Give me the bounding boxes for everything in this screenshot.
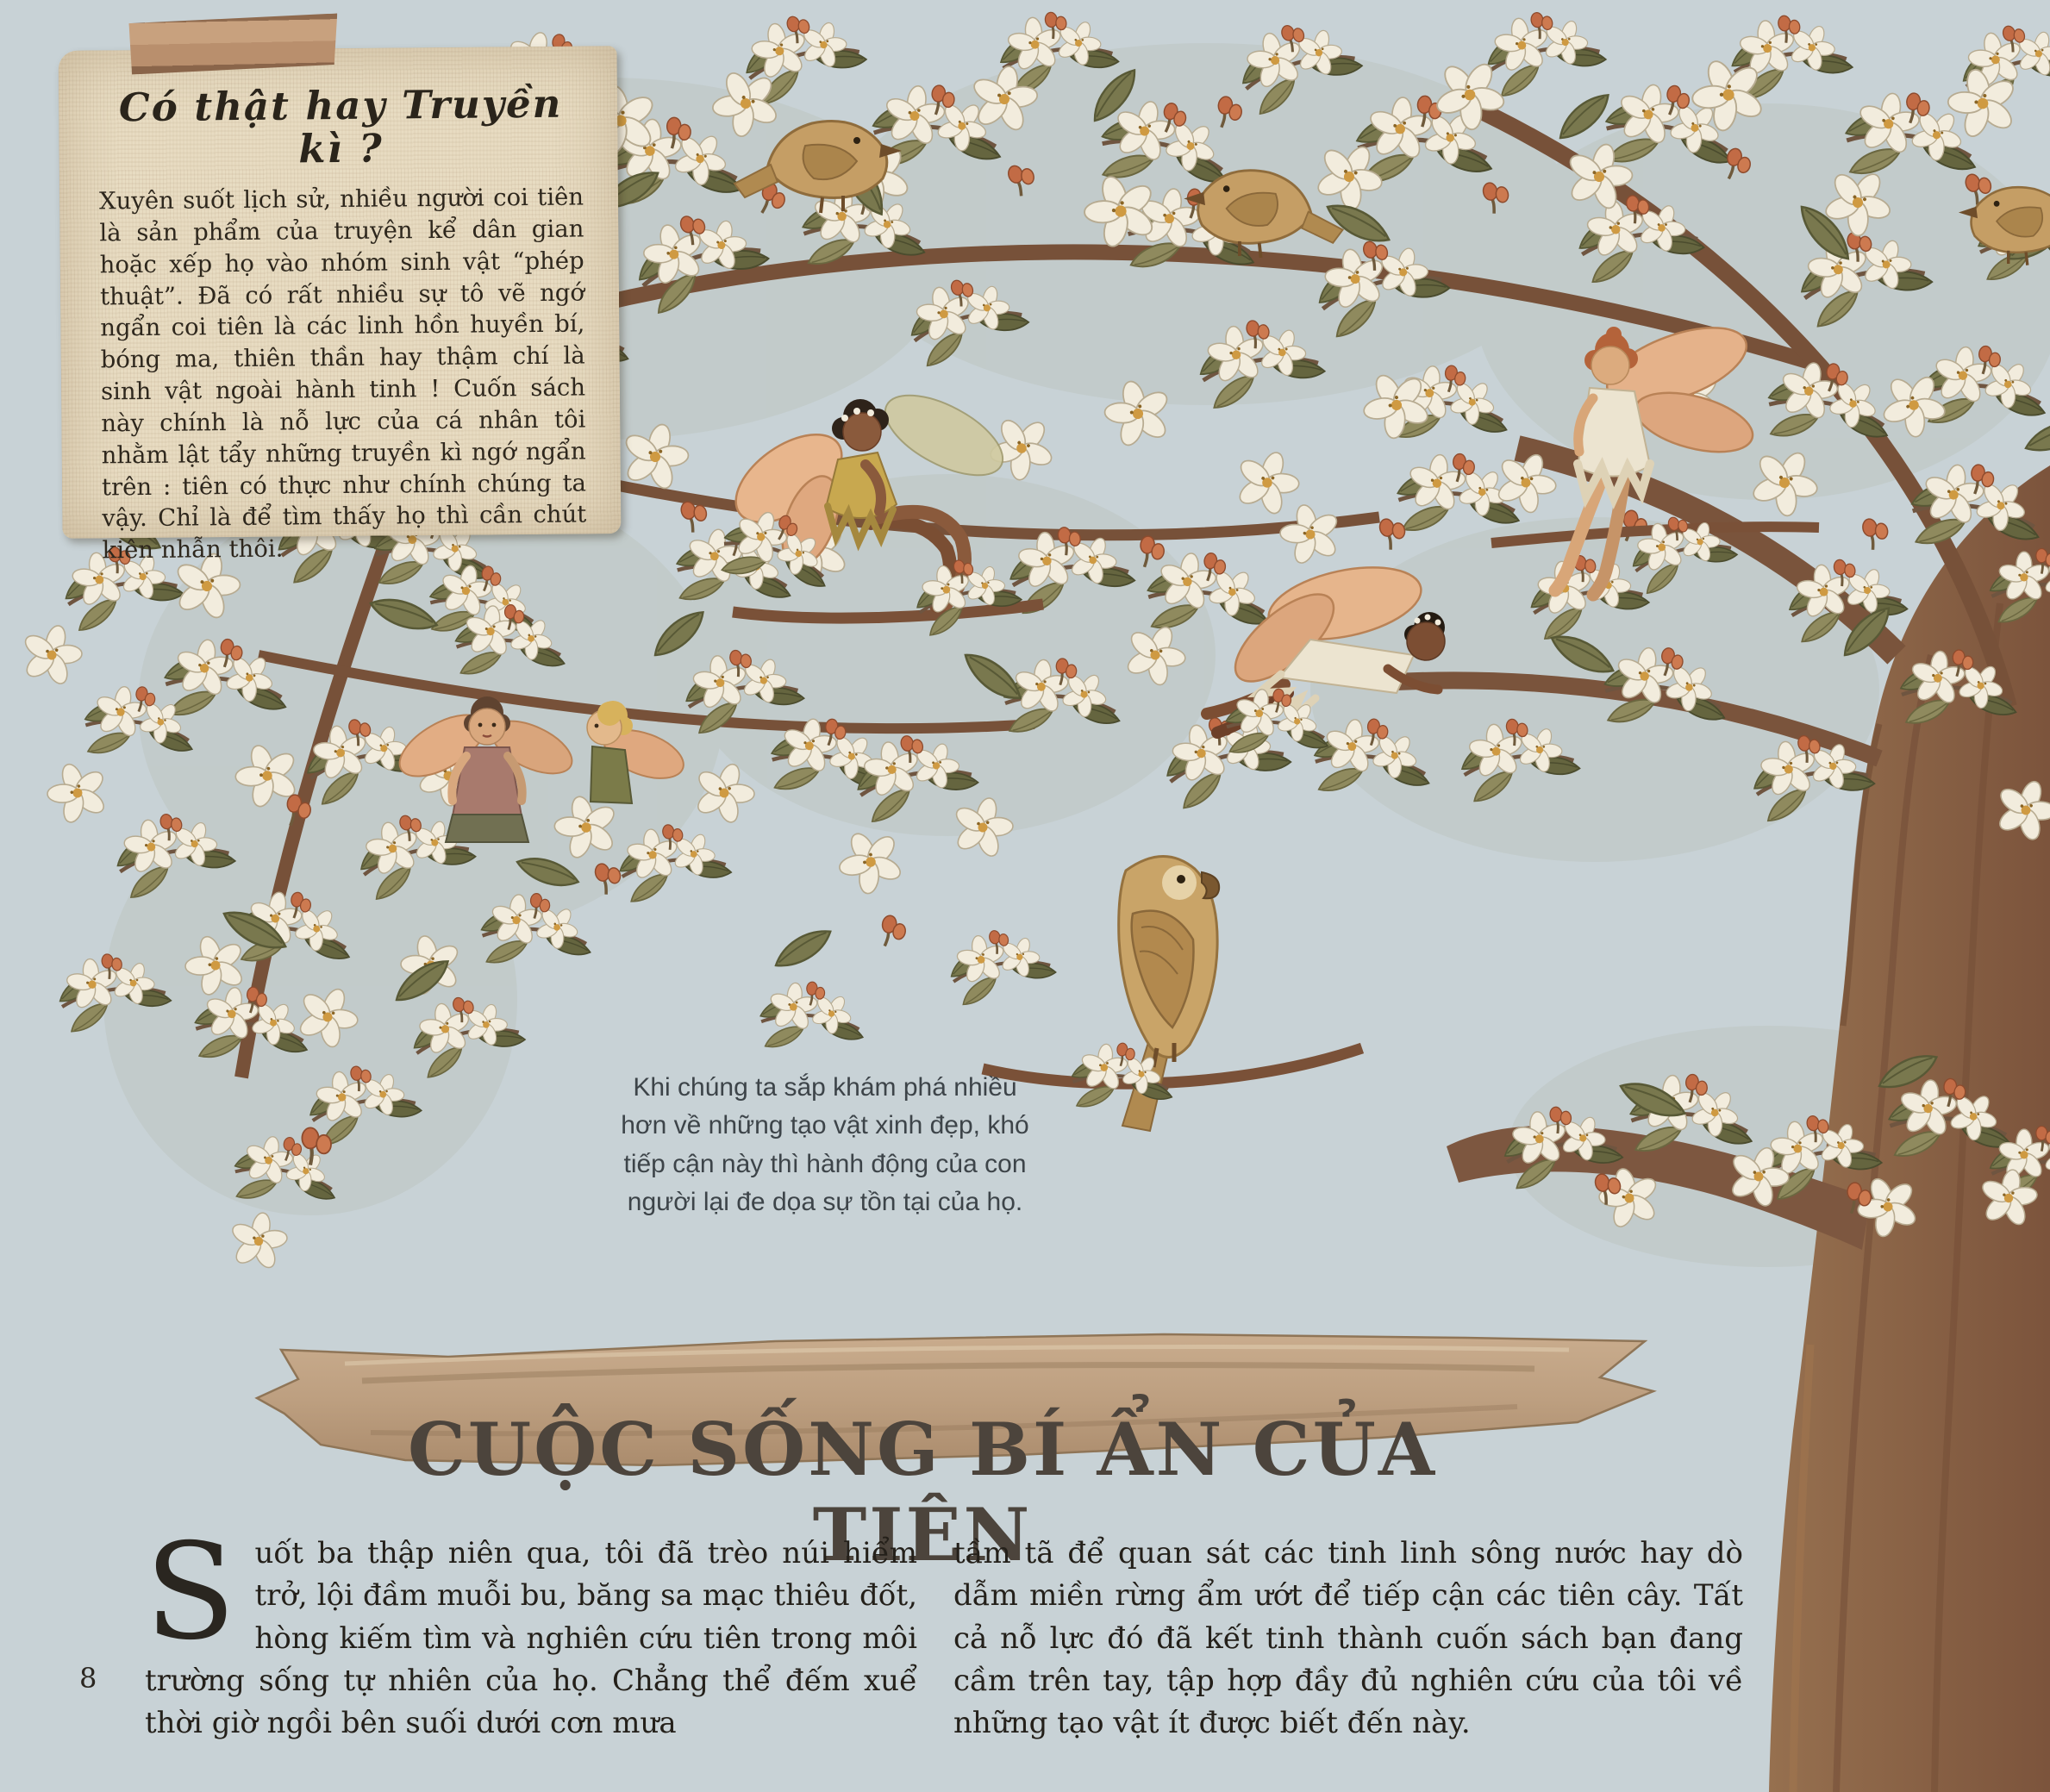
tape-strip — [128, 13, 338, 74]
note-body: Xuyên suốt lịch sử, nhiều người coi tiên là sản phẩm của truyện kể dân gian hoặc xếp họ vào nhóm sinh vật “phép thuật”. Đã có rất nhiều sự tô vẽ ngớ ngẩn coi tiên là các linh hồn huyền bí, bóng ma, thiên thần hay thậm chí là sinh vật ngoài hành tinh ! Cuốn sách này chính là nỗ lực của cá nhân tôi nhằm lật tẩy những truyền kì ngớ ngẩn trên : tiên có thực như chính chúng ta vậy. Chỉ là để tìm thấy họ thì cần chút kiên nhẫn thôi. — [98, 183, 587, 565]
field-note-card — [59, 46, 622, 565]
note-title: Có thật hay Truyền kì ? — [118, 80, 563, 172]
parrot-illustration — [983, 856, 1362, 1131]
body-column-right: tầm tã để quan sát các tinh linh sông nước hay dò dẫm miền rừng ẩm ướt để tiếp cận các tiên cây. Tất cả nỗ lực đó đã kết tinh thành cuốn sách bạn đang cầm trên tay, tập hợp đầy đủ nghiên cứu của tôi về những tạo vật ít được biết đến này. — [953, 1536, 1743, 1741]
illustration-caption: Khi chúng ta sắp khám phá nhiều hơn về những tạo vật xinh đẹp, khó tiếp cận này thì hành động của con người lại đe dọa sự tồn tại của họ. — [621, 1073, 1029, 1217]
section-title: CUỘC SỐNG BÍ ẨN CỦA TIÊN — [408, 1407, 1437, 1578]
page-number: 8 — [79, 1662, 97, 1695]
drop-cap: S — [145, 1515, 236, 1670]
column-left-text: uốt ba thập niên qua, tôi đã trèo núi hiểm trở, lội đầm muỗi bu, băng sa mạc thiêu đốt, hòng kiếm tìm và nghiên cứu tiên trong môi trường sống tự nhiên của họ. Chẳng thể đếm xuể thời giờ ngồi bên suối dưới cơn mưa — [145, 1536, 917, 1741]
body-column-left — [145, 1515, 917, 1745]
